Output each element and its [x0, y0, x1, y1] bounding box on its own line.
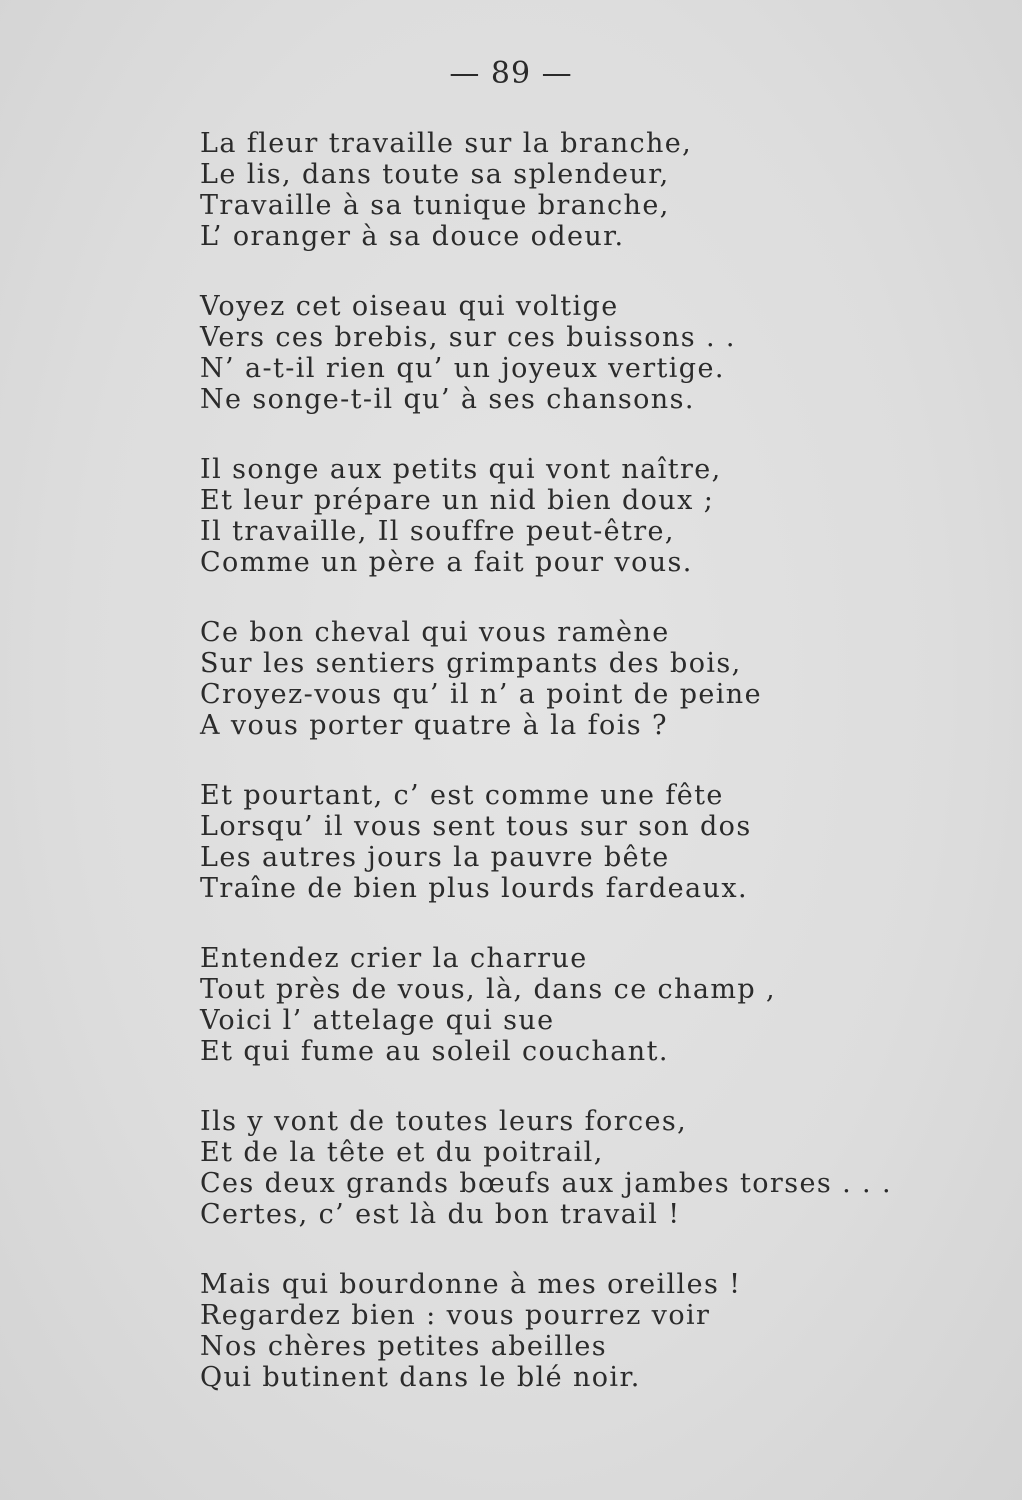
verse-line: N’ a-t-il rien qu’ un joyeux vertige.	[200, 353, 725, 384]
verse-line: Et qui fume au soleil couchant.	[200, 1036, 669, 1067]
verse-line: Travaille à sa tunique branche,	[200, 190, 670, 221]
verse-line: Ne songe-t-il qu’ à ses chansons.	[200, 384, 695, 415]
verse-line: Et de la tête et du poitrail,	[200, 1137, 604, 1168]
verse-line: Lorsqu’ il vous sent tous sur son dos	[200, 811, 752, 842]
verse-line: Entendez crier la charrue	[200, 943, 588, 974]
verse-line: Voici l’ attelage qui sue	[200, 1005, 555, 1036]
verse-line: Ces deux grands bœufs aux jambes torses . . .	[200, 1168, 893, 1199]
verse-line: Et leur prépare un nid bien doux ;	[200, 485, 715, 516]
verse-line: L’ oranger à sa douce odeur.	[200, 221, 625, 252]
stanza-4	[200, 617, 960, 741]
verse-line: Mais qui bourdonne à mes oreilles !	[200, 1269, 742, 1300]
verse-line: Ils y vont de toutes leurs forces,	[200, 1106, 688, 1137]
verse-line: Qui butinent dans le blé noir.	[200, 1362, 641, 1393]
stanza-7	[200, 1106, 960, 1230]
verse-line: Tout près de vous, là, dans ce champ ,	[200, 974, 777, 1005]
verse-line: La fleur travaille sur la branche,	[200, 128, 693, 159]
verse-line: Sur les sentiers grimpants des bois,	[200, 648, 742, 679]
page-number: — 89 —	[449, 56, 573, 91]
stanza-6	[200, 943, 960, 1067]
verse-line: Comme un père a fait pour vous.	[200, 547, 693, 578]
verse-line: Et pourtant, c’ est comme une fête	[200, 780, 724, 811]
verse-line: Voyez cet oiseau qui voltige	[200, 291, 619, 322]
verse-line: Il travaille, Il souffre peut-être,	[200, 516, 675, 547]
stanza-2	[200, 291, 960, 415]
stanza-8	[200, 1269, 960, 1393]
verse-line: Vers ces brebis, sur ces buissons . .	[200, 322, 736, 353]
verse-line: Traîne de bien plus lourds fardeaux.	[200, 873, 748, 904]
verse-line: A vous porter quatre à la fois ?	[200, 710, 668, 741]
stanza-3	[200, 454, 960, 578]
verse-line: Nos chères petites abeilles	[200, 1331, 608, 1362]
poem	[200, 128, 960, 1432]
verse-line: Il songe aux petits qui vont naître,	[200, 454, 722, 485]
verse-line: Les autres jours la pauvre bête	[200, 842, 670, 873]
verse-line: Certes, c’ est là du bon travail !	[200, 1199, 681, 1230]
verse-line: Regardez bien : vous pourrez voir	[200, 1300, 711, 1331]
verse-line: Ce bon cheval qui vous ramène	[200, 617, 670, 648]
verse-line: Le lis, dans toute sa splendeur,	[200, 159, 670, 190]
stanza-5	[200, 780, 960, 904]
stanza-1	[200, 128, 960, 252]
verse-line: Croyez-vous qu’ il n’ a point de peine	[200, 679, 762, 710]
